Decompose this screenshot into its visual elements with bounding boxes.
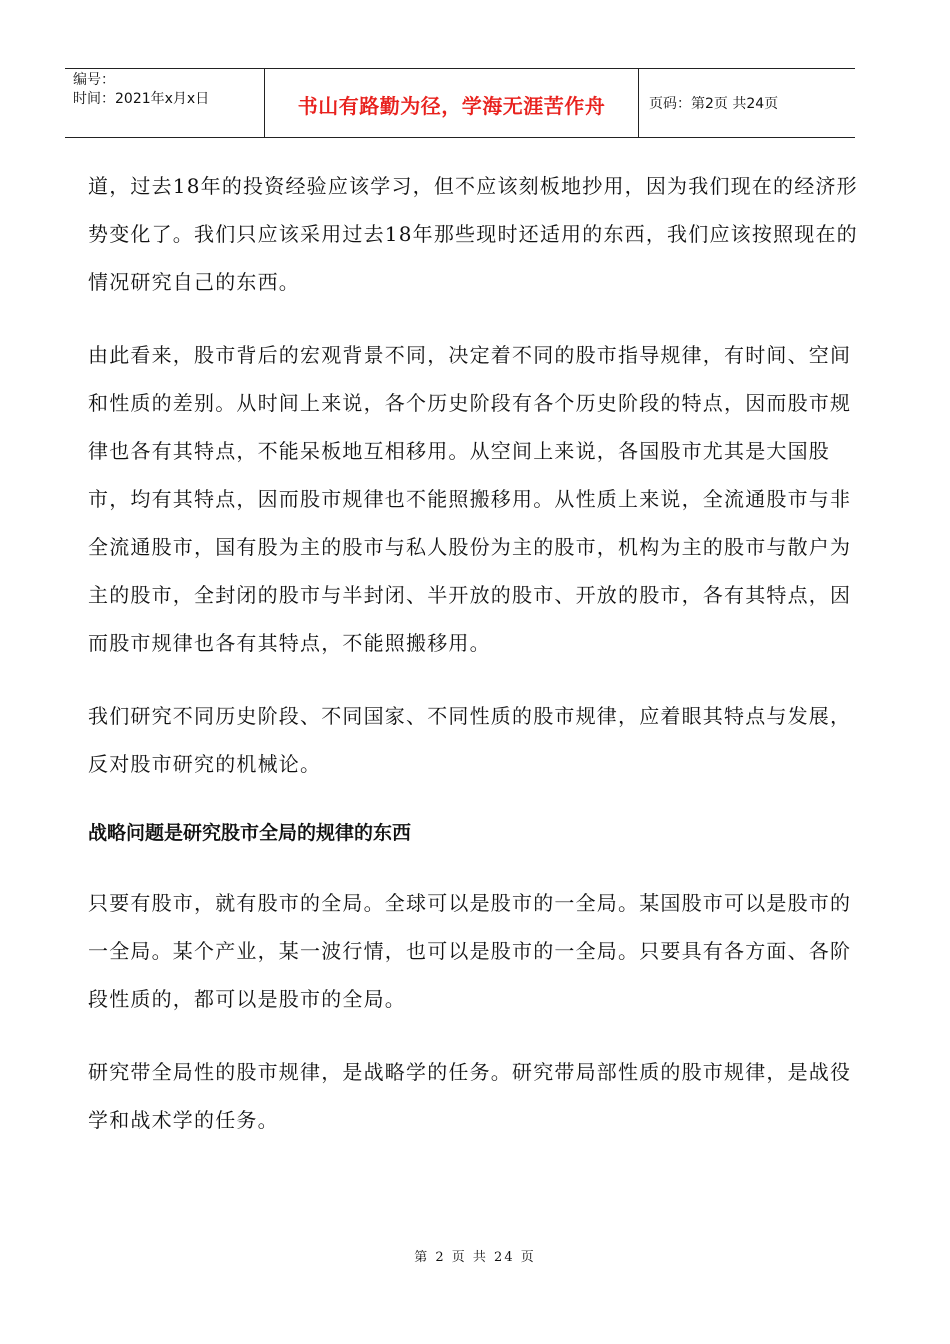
body-paragraph: 只要有股市，就有股市的全局。全球可以是股市的一全局。某国股市可以是股市的一全局。某个产业，某一波行情，也可以是股市的一全局。只要具有各方面、各阶段性质的，都可以是股市的全局。 [88, 891, 852, 1011]
page-header [65, 68, 855, 138]
body-paragraph: 研究带全局性的股市规律，是战略学的任务。研究带局部性质的股市规律，是战役学和战术学的任务。 [88, 1060, 852, 1132]
header-page-info: 页码：第2页 共24页 [649, 96, 779, 112]
header-motto-cell [265, 69, 639, 137]
body-paragraph: 由此看来，股市背后的宏观背景不同，决定着不同的股市指导规律，有时间、空间和性质的差别。从时间上来说，各个历史阶段有各个历史阶段的特点，因而股市规律也各有其特点，不能呆板地互相移用。从空间上来说，各国股市尤其是大国股市，均有其特点，因而股市规律也不能照搬移用。从性质上来说，全流通股市与非全流通股市，国有股为主的股市与私人股份为主的股市，机构为主的股市与散户为主的股市，全封闭的股市与半封闭、半开放的股市、开放的股市，各有其特点，因而股市规律也各有其特点，不能照搬移用。 [88, 343, 852, 655]
body-paragraph: 道，过去18年的投资经验应该学习，但不应该刻板地抄用，因为我们现在的经济形势变化了。我们只应该采用过去18年那些现时还适用的东西，我们应该按照现在的情况研究自己的东西。 [88, 174, 858, 294]
header-meta-cell [65, 69, 265, 137]
document-time-label: 时间：2021年x月x日 [73, 91, 210, 107]
document-body [88, 162, 858, 1169]
page-footer: 第 2 页 共 24 页 [414, 1250, 536, 1265]
document-number-label: 编号： [73, 72, 115, 88]
header-motto: 书山有路勤为径，学海无涯苦作舟 [297, 93, 606, 118]
header-page-cell [639, 69, 855, 137]
body-paragraph: 我们研究不同历史阶段、不同国家、不同性质的股市规律，应着眼其特点与发展，反对股市研究的机械论。 [88, 704, 852, 776]
section-heading: 战略问题是研究股市全局的规律的东西 [88, 822, 412, 844]
